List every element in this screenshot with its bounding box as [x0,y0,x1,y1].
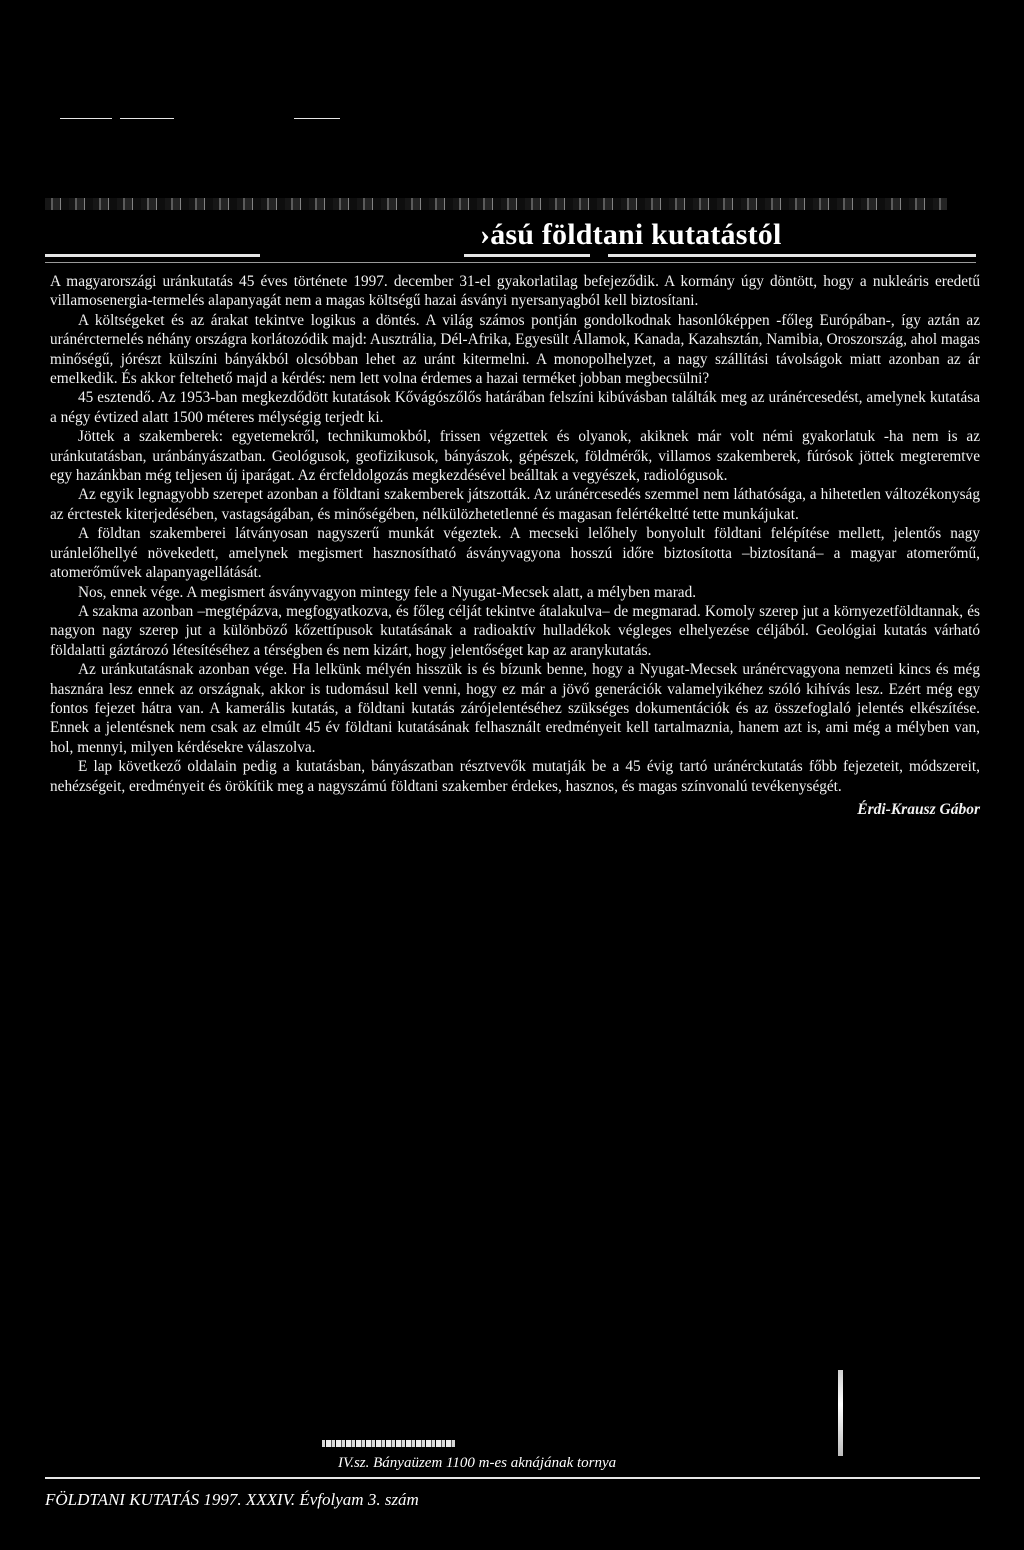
article-body [50,272,980,819]
top-rule-3 [294,118,340,119]
page-title: ›ású földtani kutatástól [480,218,782,251]
paragraph: E lap következő oldalain pedig a kutatásban, bányászatban résztvevők mutatják be a 45 évig tartó uránérckutatás főbb fejezeteit, módszereit, nehézségeit, eredményeit és örökítik meg a nagyszámú földtani szakember érdekes, hasznos, és magas színvonalú tevékenységét. [50,758,980,795]
paragraph: 45 esztendő. Az 1953-ban megkezdődött kutatások Kővágószőlős határában felszíni kibúvásban találták meg az uránércesedést, amelynek kutatása a négy évtized alatt 1500 méteres mélységig terjedt ki. [50,389,980,426]
paragraph: A költségeket és az árakat tekintve logikus a döntés. A világ számos pontján gondolkodnak hasonlóképpen -főleg Európában-, így aztán az uránércternelés néhány országra korlátozódik majd: Ausztrália, Dél-Afrika, Egyesült Államok, Kanada, Kazahsztán, Namibia, Oroszország, ahol magas minőségű, jórészt külszíni bányákból olcsóbban lehet az uránt kitermelni. A monopolhelyzet, a nagy szállítási távolságok miatt azonban az ár emelkedik. És akkor feltehető majd a kérdés: nem lett volna érdemes a hazai terméket jobban megbecsülni? [50,311,980,388]
top-rule-1 [60,118,112,119]
top-rule-2 [120,118,174,119]
paragraph: A földtan szakemberei látványosan nagyszerű munkát végeztek. A mecseki lelőhely bonyolult földtani felépítése mellett, jelentős nagy uránlelőhellyé növekedett, amelynek megismert hasznosítható ásványvagyona hosszú időre biztosította –biztosítaná– a magyar atomerőmű, atomerőművek alapanyagellátását. [50,525,980,582]
title-rule-right [608,254,976,257]
footer-rule [45,1477,980,1479]
paragraph: A szakma azonban –megtépázva, megfogyatkozva, és főleg célját tekintve átalakulva– de megmarad. Komoly szerep jut a környezetföldtannak, és nagyon nagy szerep jut a különböző kőzettípusok kutatásának a radioaktív hulladékok végleges elhelyezése céljából. Geológiai kutatás várható földalatti gáztározó létesítéséhez a térségben és nem kizárt, hogy jelentőséget kap az aranykutatás. [50,602,980,659]
paragraph: A magyarországi uránkutatás 45 éves története 1997. december 31-el gyakorlatilag befejeződik. A kormány úgy döntött, hogy a nukleáris eredetű villamosenergia-termelés alapanyagát nem a magas költségű hazai ásványi nyersanyagból kell biztosítani. [50,273,980,310]
tower-ground-image [322,1440,456,1447]
paragraph: Az uránkutatásnak azonban vége. Ha lelkünk mélyén hisszük is és bízunk benne, hogy a Nyugat-Mecsek uránércvagyona nemzeti kincs és még hasznára lesz ennek az országnak, akkor is tudomásul kell venni, hogy ez már a jövő generációk valamelyikéhez szóló kihívás lesz. Ezért még egy fontos fejezet hátra van. A kamerális kutatás, a földtani kutatás zárójelentéséhez szükséges dokumentációk és az összefoglaló jelentés elkészítése. Ennek a jelentésnek nem csak az elmúlt 45 év földtani kutatásának felhasznált eredményeit kell tartalmaznia, hanem azt is, ami még a mélyben van, hol, mennyi, milyen kérdésekre válaszolva. [50,661,980,756]
title-rule-mid [464,254,590,257]
mine-tower-image [838,1370,843,1456]
title-rule-thin [45,262,976,263]
paragraph: Az egyik legnagyobb szerepet azonban a földtani szakemberek játszották. Az uránércesedés szemmel nem láthatósága, a hihetetlen változékonyság az érctestek kiterjedésében, vastagságában, és minőségében, nélkülözhetetlenné és magasan felértékeltté tette munkájukat. [50,486,980,523]
journal-footer: FÖLDTANI KUTATÁS 1997. XXXIV. Évfolyam 3. szám [45,1490,419,1509]
paragraph: Nos, ennek vége. A megismert ásványvagyon mintegy fele a Nyugat-Mecsek alatt, a mélyben marad. [78,583,697,601]
paragraph: Jöttek a szakemberek: egyetemekről, technikumokból, frissen végzettek és olyanok, akiknek már volt némi gyakorlatuk -ha nem is az uránkutatásban, uránbányászatban. Geológusok, geofizikusok, bányászok, gépészek, földmérők, villamos szakemberek, fúrósok jöttek megteremtve egy hazánkban még teljesen új iparágat. Az ércfeldolgozás megkezdésével beálltak a vegyészek, radiológusok. [50,428,980,485]
title-rule-left [45,254,260,257]
author-signature: Érdi-Krausz Gábor [857,800,980,818]
header-texture-band [45,198,947,210]
figure-caption: IV.sz. Bányaüzem 1100 m-es aknájának tornya [338,1455,617,1471]
